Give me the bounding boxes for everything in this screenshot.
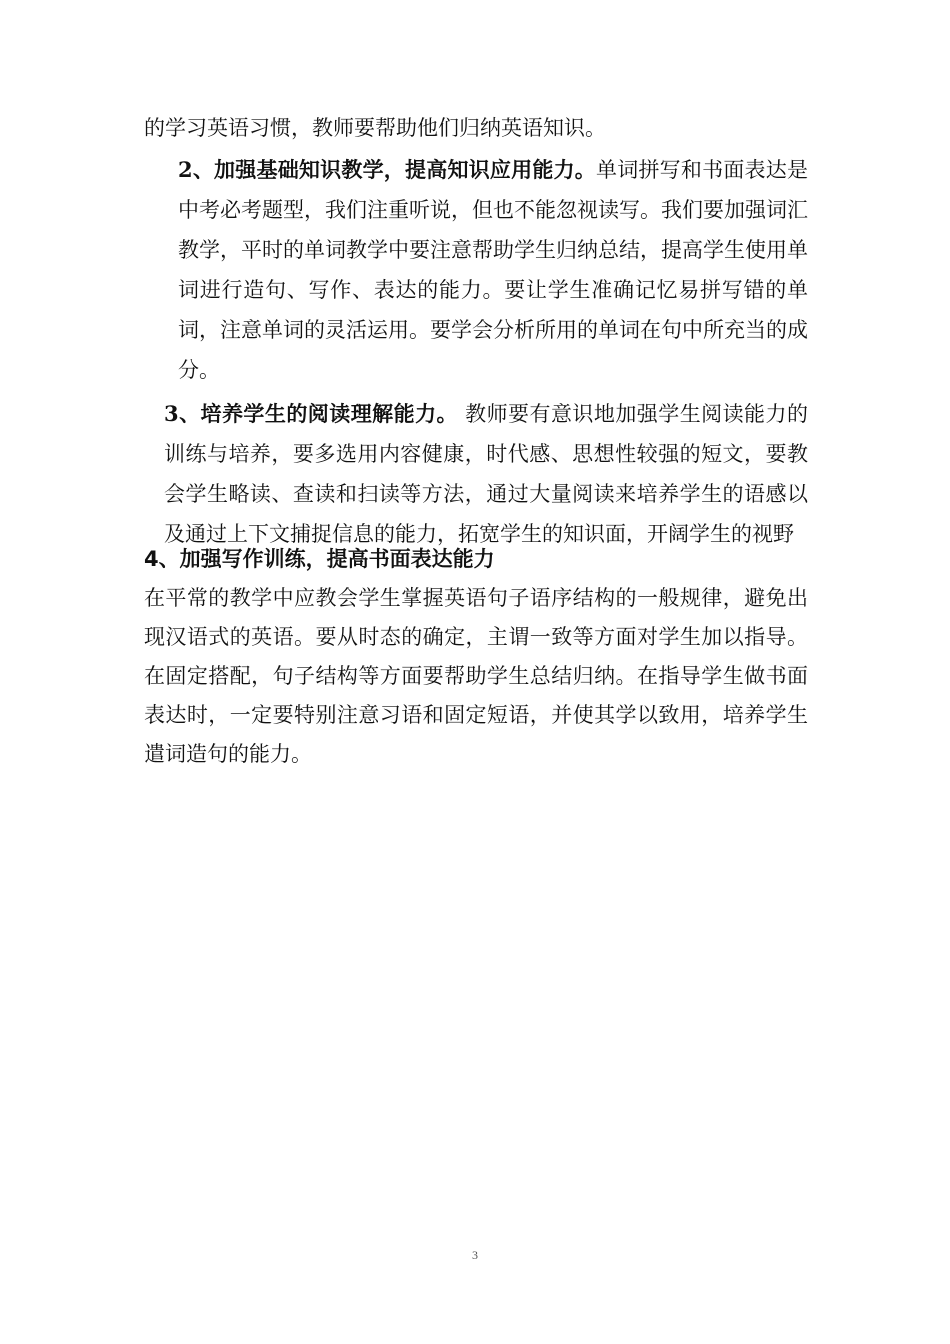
body-text-upper [144,108,808,554]
paragraph-3-body: 教师要有意识地加强学生阅读能力的训练与培养，要多选用内容健康，时代感、思想性较强的短文，要教会学生略读、查读和扫读等方法，通过大量阅读来培养学生的语感以及通过上下文捕捉信息的能力，拓宽学生的知识面，开阔学生的视野 [164,402,808,546]
paragraph-1-text: 的学习英语习惯，教师要帮助他们归纳英语知识。 [144,116,606,140]
paragraph-2-body: 单词拼写和书面表达是中考必考题型，我们注重听说，但也不能忽视读写。我们要加强词汇教学，平时的单词教学中要注意帮助学生归纳总结，提高学生使用单词进行造句、写作、表达的能力。要让学生准确记忆易拼写错的单词，注意单词的灵活运用。要学会分析所用的单词在句中所充当的成分。 [178,158,808,382]
paragraph-4: 在平常的教学中应教会学生掌握英语句子语序结构的一般规律，避免出现汉语式的英语。要从时态的确定，主谓一致等方面对学生加以指导。在固定搭配，句子结构等方面要帮助学生总结归纳。在指导学生做书面表达时，一定要特别注意习语和固定短语，并使其学以致用，培养学生遣词造句的能力。 [144,586,808,766]
section-4-heading: 4、加强写作训练，提高书面表达能力 [144,547,495,571]
paragraph-3-heading: 3、培养学生的阅读理解能力。 [164,401,458,426]
paragraph-2-heading: 2、加强基础知识教学，提高知识应用能力。 [178,157,597,182]
body-text-lower [144,540,808,774]
page-number: 3 [472,1248,478,1262]
paragraph-3 [144,394,808,554]
paragraph-2 [144,150,808,390]
paragraph-1 [144,108,808,148]
